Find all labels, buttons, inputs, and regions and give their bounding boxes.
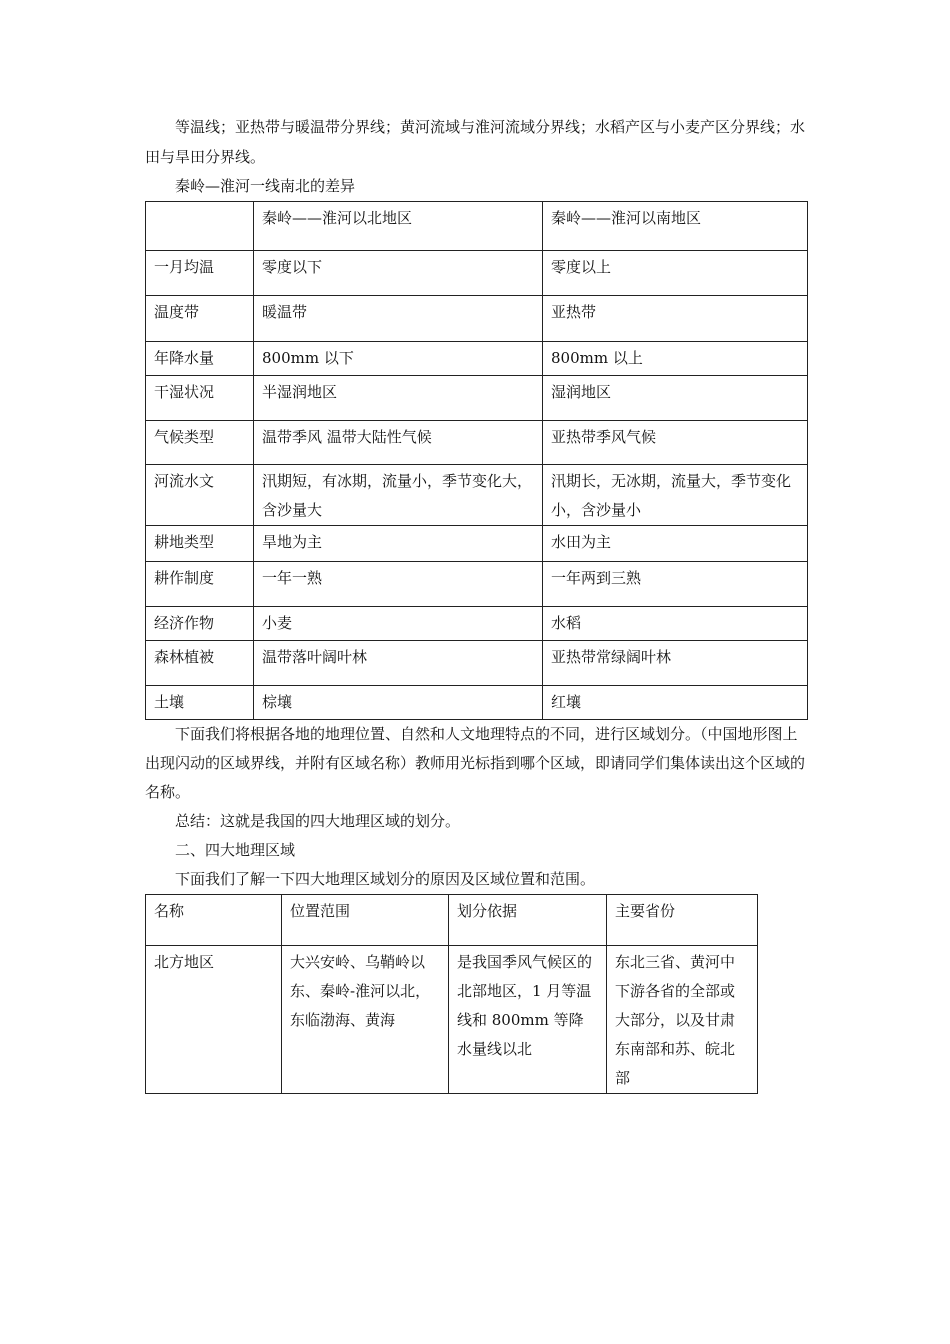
north-cell: 暖温带 bbox=[254, 296, 543, 342]
table-row bbox=[146, 641, 808, 686]
table-row bbox=[146, 296, 808, 342]
south-cell: 红壤 bbox=[543, 686, 808, 720]
table-row bbox=[146, 686, 808, 720]
north-cell: 汛期短，有冰期，流量小，季节变化大，含沙量大 bbox=[254, 465, 543, 526]
header-cell: 秦岭——淮河以南地区 bbox=[543, 202, 808, 251]
north-cell: 小麦 bbox=[254, 607, 543, 641]
table-row bbox=[146, 562, 808, 607]
region-name-cell: 北方地区 bbox=[146, 946, 282, 1094]
row-label: 耕作制度 bbox=[146, 562, 254, 607]
paragraph-regions-intro: 下面我们了解一下四大地理区域划分的原因及区域位置和范围。 bbox=[175, 870, 596, 888]
header-cell: 划分依据 bbox=[449, 895, 607, 946]
south-cell: 水田为主 bbox=[543, 526, 808, 562]
table-row bbox=[146, 607, 808, 641]
table-row bbox=[146, 251, 808, 296]
intro-paragraph: 等温线；亚热带与暖温带分界线；黄河流域与淮河流域分界线；水稻产区与小麦产区分界线；水田与旱田分界线。 bbox=[145, 118, 806, 166]
row-label: 年降水量 bbox=[146, 342, 254, 376]
table-row bbox=[146, 376, 808, 421]
row-label: 土壤 bbox=[146, 686, 254, 720]
header-cell: 主要省份 bbox=[607, 895, 758, 946]
north-cell: 800mm 以下 bbox=[254, 342, 543, 376]
row-label: 河流水文 bbox=[146, 465, 254, 526]
south-cell: 水稻 bbox=[543, 607, 808, 641]
table-header-row bbox=[146, 895, 758, 946]
paragraph-region-division: 下面我们将根据各地的地理位置、自然和人文地理特点的不同，进行区域划分。（中国地形图上出现闪动的区域界线，并附有区域名称）教师用光标指到哪个区域，即请同学们集体读出这个区域的名称。 bbox=[145, 725, 806, 801]
row-label: 一月均温 bbox=[146, 251, 254, 296]
section-heading: 二、四大地理区域 bbox=[175, 841, 296, 859]
table-row bbox=[146, 421, 808, 465]
qinling-huaihe-comparison-table bbox=[145, 201, 808, 720]
south-cell: 湿润地区 bbox=[543, 376, 808, 421]
table-row bbox=[146, 526, 808, 562]
north-cell: 半湿润地区 bbox=[254, 376, 543, 421]
region-provinces-cell: 东北三省、黄河中下游各省的全部或大部分，以及甘肃东南部和苏、皖北部 bbox=[607, 946, 758, 1094]
header-cell: 名称 bbox=[146, 895, 282, 946]
row-label: 耕地类型 bbox=[146, 526, 254, 562]
paragraph-summary: 总结：这就是我国的四大地理区域的划分。 bbox=[175, 812, 461, 830]
table-row bbox=[146, 342, 808, 376]
north-cell: 温带落叶阔叶林 bbox=[254, 641, 543, 686]
comparison-title: 秦岭—淮河一线南北的差异 bbox=[175, 177, 356, 195]
row-label: 森林植被 bbox=[146, 641, 254, 686]
document-page bbox=[145, 112, 807, 1094]
south-cell: 汛期长，无冰期，流量大，季节变化小，含沙量小 bbox=[543, 465, 808, 526]
north-cell: 棕壤 bbox=[254, 686, 543, 720]
north-cell: 旱地为主 bbox=[254, 526, 543, 562]
row-label: 气候类型 bbox=[146, 421, 254, 465]
four-regions-table bbox=[145, 894, 758, 1094]
south-cell: 零度以上 bbox=[543, 251, 808, 296]
row-label: 温度带 bbox=[146, 296, 254, 342]
header-cell bbox=[146, 202, 254, 251]
row-label: 经济作物 bbox=[146, 607, 254, 641]
row-label: 干湿状况 bbox=[146, 376, 254, 421]
region-basis-cell: 是我国季风气候区的北部地区，1 月等温线和 800mm 等降水量线以北 bbox=[449, 946, 607, 1094]
north-cell: 零度以下 bbox=[254, 251, 543, 296]
south-cell: 一年两到三熟 bbox=[543, 562, 808, 607]
south-cell: 亚热带 bbox=[543, 296, 808, 342]
table-row bbox=[146, 465, 808, 526]
table-header-row bbox=[146, 202, 808, 251]
header-cell: 位置范围 bbox=[282, 895, 449, 946]
south-cell: 亚热带季风气候 bbox=[543, 421, 808, 465]
table-row bbox=[146, 946, 758, 1094]
region-location-cell: 大兴安岭、乌鞘岭以东、秦岭-淮河以北，东临渤海、黄海 bbox=[282, 946, 449, 1094]
north-cell: 一年一熟 bbox=[254, 562, 543, 607]
north-cell: 温带季风 温带大陆性气候 bbox=[254, 421, 543, 465]
south-cell: 亚热带常绿阔叶林 bbox=[543, 641, 808, 686]
header-cell: 秦岭——淮河以北地区 bbox=[254, 202, 543, 251]
south-cell: 800mm 以上 bbox=[543, 342, 808, 376]
